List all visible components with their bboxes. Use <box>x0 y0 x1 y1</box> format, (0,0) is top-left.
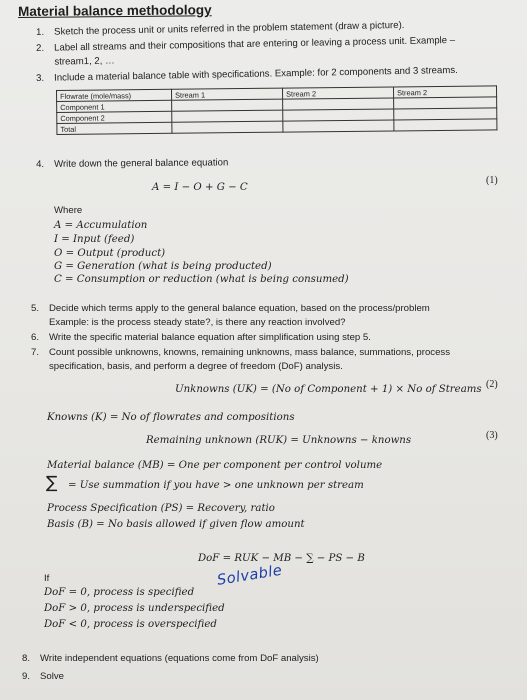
dof-case-specified: DoF = 0, process is specified <box>44 587 195 598</box>
equation-2-label: (2) <box>486 379 498 390</box>
material-balance-table <box>56 85 497 135</box>
def-output: O = Output (product) <box>54 248 166 259</box>
handwritten-note: Solvable <box>216 562 284 589</box>
process-specification-equation: Process Specification (PS) = Recovery, ratio <box>47 503 275 514</box>
step-9-text: Solve <box>40 671 64 682</box>
step-1-text: Sketch the process unit or units referred in the problem statement (draw a picture). <box>54 19 405 38</box>
table-cell <box>394 119 497 131</box>
remaining-unknowns-equation: Remaining unknown (RUK) = Unknowns − knowns <box>146 435 412 446</box>
table-header-stream-1: Stream 1 <box>171 88 282 100</box>
table-header-stream-2: Stream 2 <box>282 87 393 99</box>
step-8-text: Write independent equations (equations come from DoF analysis) <box>40 653 319 664</box>
equation-3-label: (3) <box>486 430 498 441</box>
table-cell <box>283 120 394 132</box>
step-6-number: 6. <box>31 332 40 343</box>
def-generation: G = Generation (what is being producted) <box>54 261 272 272</box>
dof-case-overspecified: DoF < 0, process is overspecified <box>44 619 217 630</box>
general-balance-equation: A = I − O + G − C <box>152 182 248 193</box>
step-5-number: 5. <box>31 303 40 314</box>
table-row-label: Total <box>57 122 172 134</box>
step-2-text-line-2: stream1, 2, … <box>54 55 115 68</box>
step-8-number: 8. <box>22 653 31 664</box>
if-label: If <box>44 573 50 584</box>
step-4-number: 4. <box>36 158 45 170</box>
step-2-number: 2. <box>36 42 45 54</box>
unknowns-equation: Unknowns (UK) = (No of Component + 1) × No of Streams <box>175 384 482 395</box>
def-input: I = Input (feed) <box>54 234 135 245</box>
step-3-number: 3. <box>36 72 45 84</box>
def-accumulation: A = Accumulation <box>54 220 148 231</box>
equation-1-label: (1) <box>486 175 498 186</box>
step-7-text: Count possible unknowns, knowns, remaining unknowns, mass balance, summations, process <box>49 347 451 358</box>
step-4-text: Write down the general balance equation <box>54 157 229 170</box>
where-label: Where <box>54 205 83 216</box>
dof-case-underspecified: DoF > 0, process is underspecified <box>44 603 225 614</box>
step-3-text: Include a material balance table with specifications. Example: for 2 components and 3 streams. <box>54 64 458 84</box>
summation-equation: = Use summation if you have > one unknown per stream <box>68 480 364 491</box>
step-5-text-line-2: Example: is the process steady state?, is there any reaction involved? <box>49 317 346 328</box>
step-9-number: 9. <box>22 671 31 682</box>
step-7-text-line-2: specification, basis, and perform a degree of freedom (DoF) analysis. <box>49 361 343 372</box>
step-7-number: 7. <box>31 347 40 358</box>
material-balance-equation: Material balance (MB) = One per component per control volume <box>47 460 383 471</box>
table-row-label: Component 1 <box>57 100 172 112</box>
dof-equation: DoF = RUK − MB − ∑ − PS − B <box>198 553 365 564</box>
step-1-number: 1. <box>36 26 45 38</box>
table-header-flowrate: Flowrate (mole/mass) <box>57 89 172 101</box>
table-row-label: Component 2 <box>57 111 172 123</box>
step-5-text: Decide which terms apply to the general balance equation, based on the process/problem <box>49 303 430 314</box>
page-title: Material balance methodology <box>18 2 212 19</box>
step-2-text: Label all streams and their compositions that are entering or leaving a process unit. Example – <box>54 34 456 54</box>
def-consumption: C = Consumption or reduction (what is being consumed) <box>54 274 349 285</box>
basis-equation: Basis (B) = No basis allowed if given flow amount <box>47 519 305 530</box>
step-6-text: Write the specific material balance equation after simplification using step 5. <box>49 332 371 343</box>
summation-symbol: ∑ <box>46 473 58 493</box>
knowns-equation: Knowns (K) = No of flowrates and compositions <box>47 412 295 423</box>
table-cell <box>172 121 283 133</box>
table-header-stream-3: Stream 2 <box>393 86 496 98</box>
